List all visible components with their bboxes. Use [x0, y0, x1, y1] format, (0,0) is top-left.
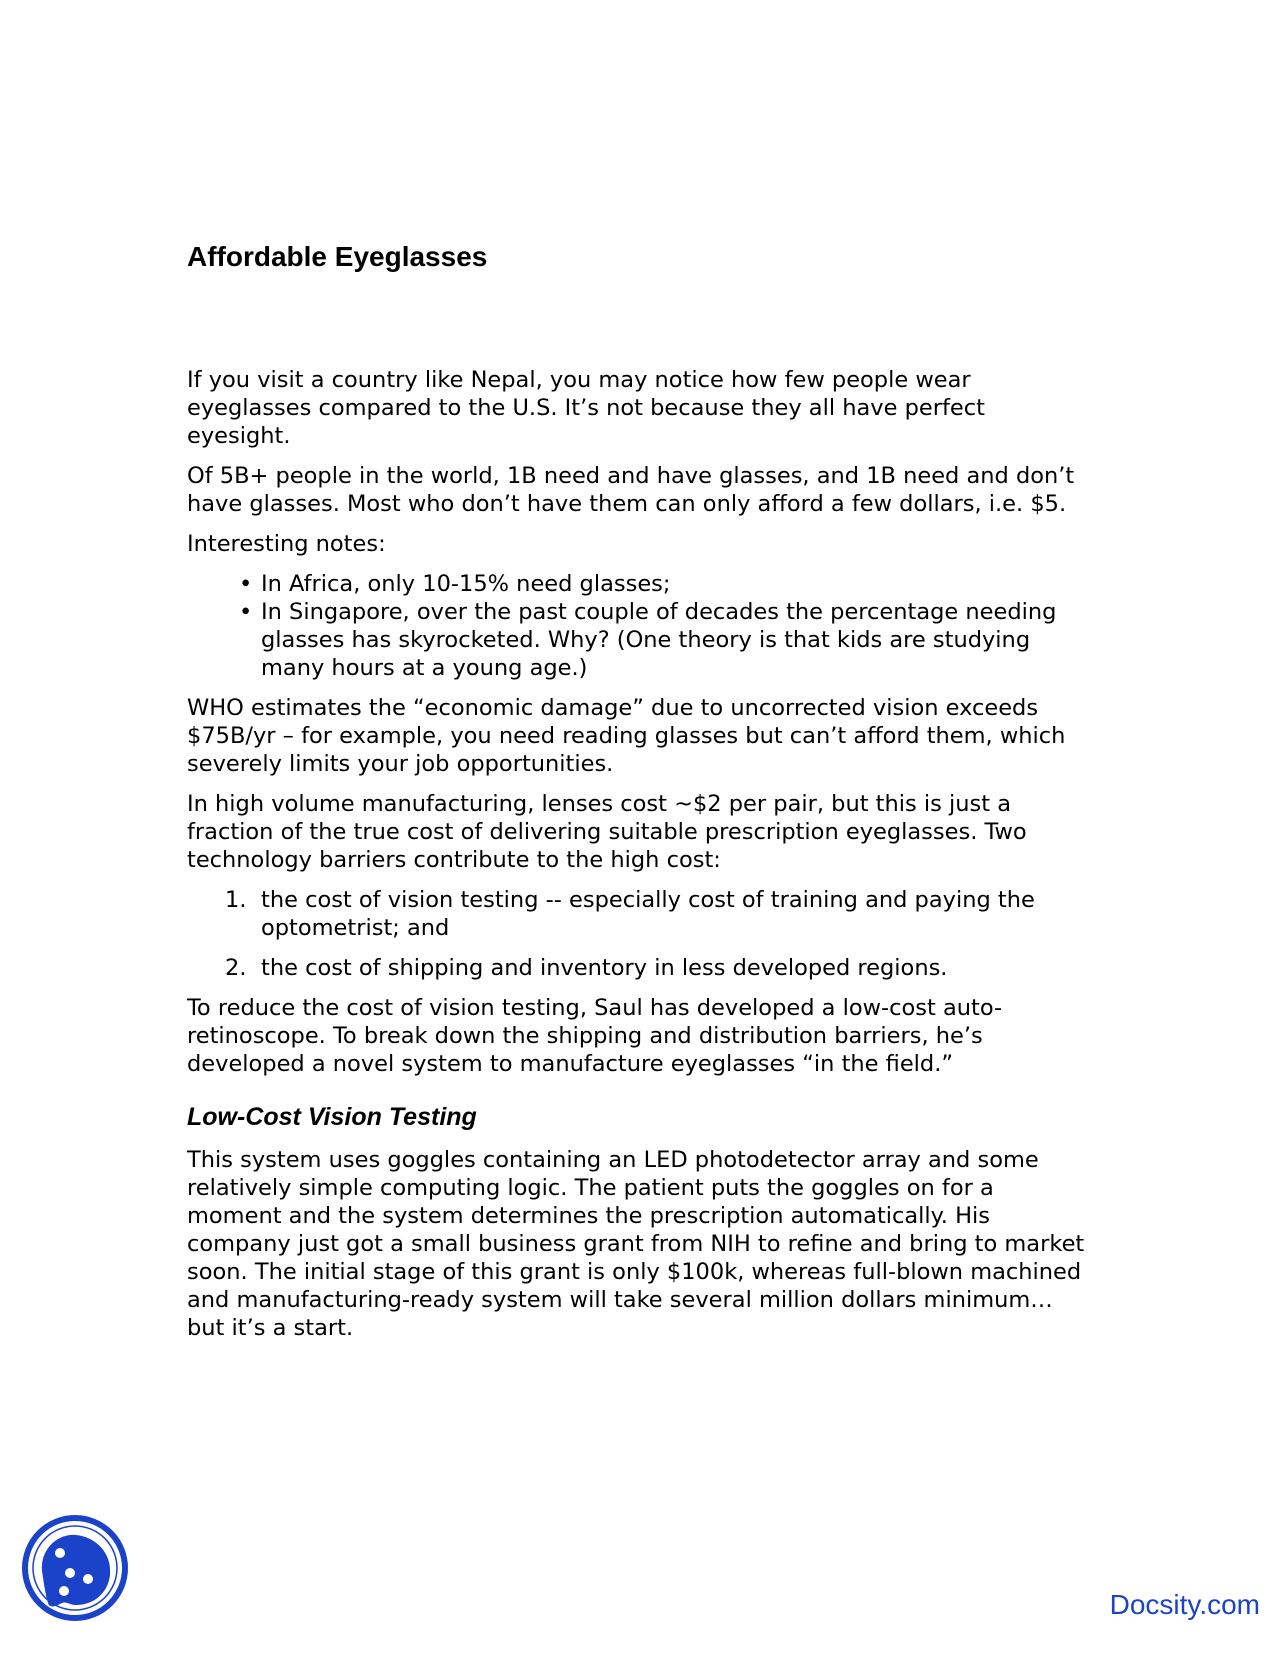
- manufacturing-paragraph: In high volume manufacturing, lenses cost ~$2 per pair, but this is just a fraction of the true cost of delivering suitable prescription eyeglasses. Two technology barriers contribute to the high cost:: [187, 791, 1027, 873]
- notes-list: [187, 570, 1087, 682]
- barrier-text: the cost of vision testing -- especially cost of training and paying the optometrist; and: [261, 887, 1035, 941]
- logo-graphic: [20, 1513, 130, 1623]
- intro-paragraph-2: Of 5B+ people in the world, 1B need and have glasses, and 1B need and don’t have glasses. Most who don’t have them can only afford a few dollars, i.e. $5.: [187, 463, 1075, 517]
- intro-paragraph-1: If you visit a country like Nepal, you may notice how few people wear eyeglasses compared to the U.S. It’s not because they all have perfect eyesight.: [187, 367, 985, 449]
- page-title: Affordable Eyeglasses: [187, 241, 488, 272]
- barriers-list: [187, 886, 1087, 982]
- who-paragraph: WHO estimates the “economic damage” due to uncorrected vision exceeds $75B/yr – for example, you need reading glasses but can’t afford them, which severely limits your job opportunities.: [187, 695, 1066, 777]
- list-item: [187, 954, 1087, 982]
- list-item: [187, 570, 1087, 598]
- note-text: In Africa, only 10-15% need glasses;: [261, 571, 671, 597]
- section-heading: Low-Cost Vision Testing: [187, 1103, 477, 1131]
- docsity-watermark-link[interactable]: Docsity.com: [1109, 1589, 1260, 1620]
- document-body: [187, 366, 1087, 1354]
- list-number: 1.: [225, 887, 247, 913]
- list-item: [187, 598, 1087, 682]
- bullet-marker: •: [239, 599, 253, 625]
- bullet-marker: •: [239, 571, 253, 597]
- list-item: [187, 886, 1087, 942]
- notes-label: Interesting notes:: [187, 531, 386, 557]
- section-paragraph: This system uses goggles containing an LED photodetector array and some relatively simple computing logic. The patient puts the goggles on for a moment and the system determines the prescription automatically. His company just got a small business grant from NIH to refine and bring to market soon. The initial stage of this grant is only $100k, whereas full-blown machined and manufacturing-ready system will take several million dollars minimum…but it’s a start.: [187, 1147, 1085, 1341]
- barrier-text: the cost of shipping and inventory in less developed regions.: [261, 955, 948, 981]
- list-number: 2.: [225, 955, 247, 981]
- docsity-logo-icon[interactable]: [20, 1513, 130, 1623]
- note-text: In Singapore, over the past couple of decades the percentage needing glasses has skyrocketed. Why? (One theory is that kids are studying many hours at a young age.): [261, 599, 1057, 681]
- closing-paragraph: To reduce the cost of vision testing, Saul has developed a low-cost auto-retinoscope. To break down the shipping and distribution barriers, he’s developed a novel system to manufacture eyeglasses “in the field.”: [187, 995, 1003, 1077]
